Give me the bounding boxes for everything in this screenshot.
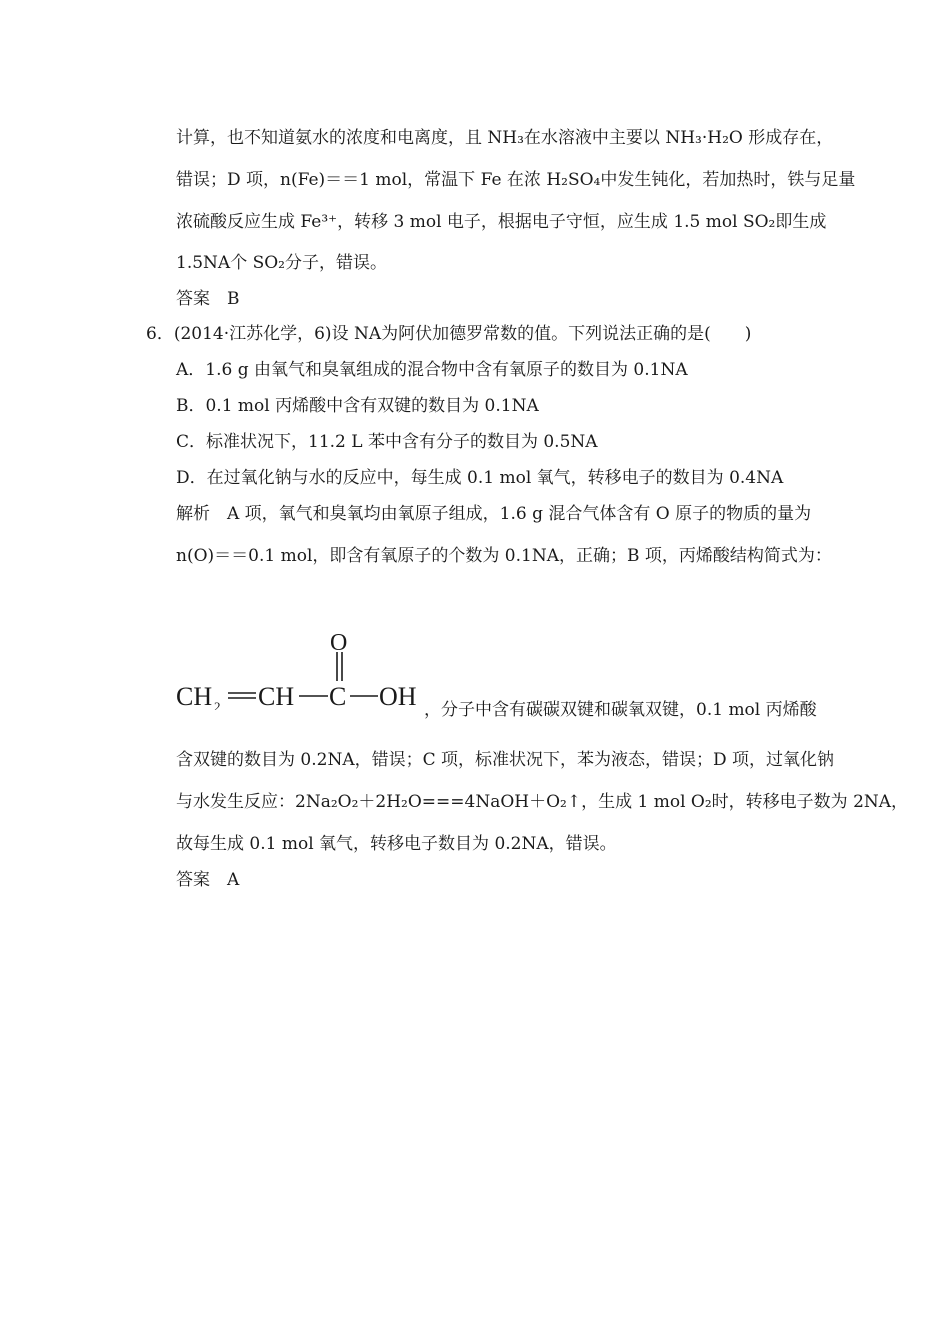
structure-ch2: CH (176, 682, 213, 710)
structure-c: C (329, 682, 347, 710)
question-6: 6．(2014·江苏化学，6)设 NA为阿伏加德罗常数的值。下列说法正确的是( ) (146, 324, 752, 344)
line-3: 浓硫酸反应生成 Fe³⁺，转移 3 mol 电子，根据电子守恒，应生成 1.5 mol SO₂即生成 (176, 212, 827, 232)
answer-6: 答案 A (176, 870, 240, 890)
option-c: C．标准状况下，11.2 L 苯中含有分子的数目为 0.5NA (176, 432, 598, 452)
explanation-1: 解析 A 项，氧气和臭氧均由氧原子组成，1.6 g 混合气体含有 O 原子的物质的量为 (176, 504, 812, 524)
answer-5: 答案 B (176, 289, 240, 309)
structure-ch: CH (258, 682, 295, 710)
option-a: A．1.6 g 由氧气和臭氧组成的混合物中含有氧原子的数目为 0.1NA (176, 360, 688, 380)
line-4: 1.5NA个 SO₂分子，错误。 (176, 253, 387, 273)
acrylic-acid-structure (176, 630, 436, 710)
line-2: 错误；D 项，n(Fe)＝＝1 mol，常温下 Fe 在浓 H₂SO₄中发生钝化，若加热时，铁与足量 (176, 170, 856, 190)
structure-ch2-subscript: 2 (214, 699, 221, 710)
option-d: D．在过氧化钠与水的反应中，每生成 0.1 mol 氧气，转移电子的数目为 0.4NA (176, 468, 784, 488)
explanation-5: 与水发生反应：2Na₂O₂＋2H₂O===4NaOH＋O₂↑，生成 1 mol O₂时，转移电子数为 2NA， (176, 792, 909, 812)
line-1: 计算，也不知道氨水的浓度和电离度，且 NH₃在水溶液中主要以 NH₃·H₂O 形成存在， (176, 128, 834, 148)
option-b: B．0.1 mol 丙烯酸中含有双键的数目为 0.1NA (176, 396, 539, 416)
structure-oh: OH (379, 682, 417, 710)
explanation-3: ，分子中含有碳碳双键和碳氧双键，0.1 mol 丙烯酸 (424, 700, 817, 720)
structure-o: O (330, 630, 348, 656)
explanation-4: 含双键的数目为 0.2NA，错误；C 项，标准状况下，苯为液态，错误；D 项，过氧化钠 (176, 750, 835, 770)
explanation-2: n(O)＝＝0.1 mol，即含有氧原子的个数为 0.1NA，正确；B 项，丙烯酸结构简式为： (176, 546, 832, 566)
explanation-6: 故每生成 0.1 mol 氧气，转移电子数目为 0.2NA，错误。 (176, 834, 617, 854)
